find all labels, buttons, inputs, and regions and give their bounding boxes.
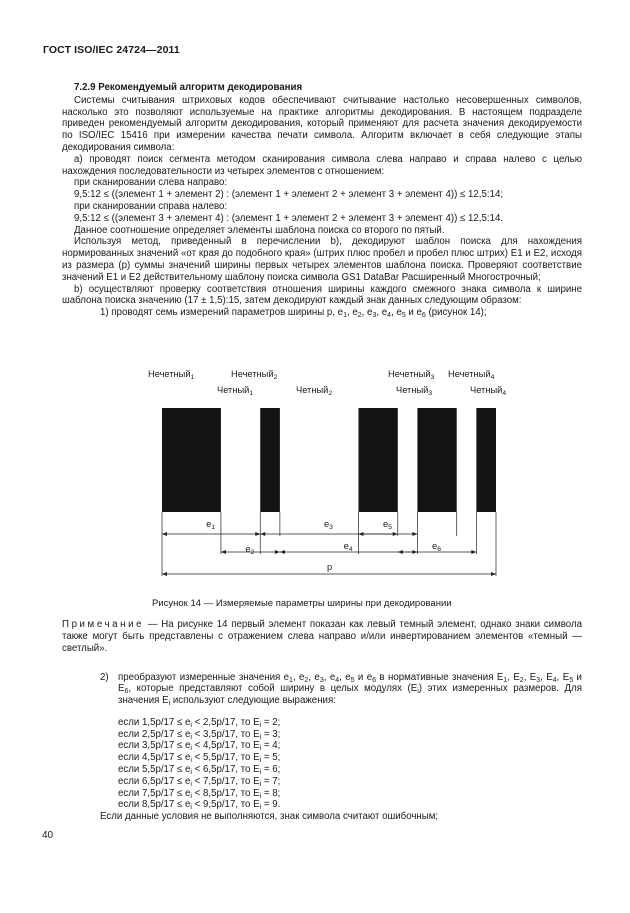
dim-e1-arrow-right [255, 532, 260, 536]
scan-right-left-label: при сканировании справа налево: [74, 200, 228, 212]
note-text: — На рисунке 14 первый элемент показан как левый темный элемент, однако знаки символа также могут быть представлены с отражением слева направо и/или инвертированием элементов «темный — светлый». [62, 619, 582, 654]
label-e4: $e_4$ [343, 541, 353, 553]
label-p: p [327, 562, 333, 572]
label-even-4: Четный$_4$ [470, 385, 507, 397]
method-paragraph: Используя метод, приведенный в перечислении b), декодируют шаблон поиска для нахождения нормированных значений «от края до подобного края» (штрих плюс пробел и пробел плюс штрих) E1 и E2, исходя из размера (p) суммы значений ширины первых четырех элементов шаблона поиска. Проверяют соответствие значений E1 и E2 действительному шаблону поиска символа GS1 DataBar Расширенный Многострочный; [62, 236, 582, 283]
step-2-paragraph: 2) преобразуют измеренные значения $e_1$, $e_2$, $e_3$, $e_4$, $e_5$ и $e_6$ в нормативные значения $E_1$, $E_2$, $E_3$, $E_4$, $E_5$ и $E_6$, которые представляют собой ширину в целых модулях $(E_i)$ этих измеренных размеров. Для значения $E_i$ используют следующие выражения: [100, 671, 582, 708]
dim-p-arrow-left [162, 572, 167, 576]
dim-e2-arrow-right [275, 550, 280, 554]
bar-element-1 [162, 408, 221, 512]
step-a-paragraph: а) проводят поиск сегмента методом сканирования символа слева направо и справа налево с целью нахождения последовательности из четырех элементов с отношением: [62, 153, 582, 177]
dim-e3-arrow-left [260, 532, 265, 536]
running-header: ГОСТ ISO/IEC 24724—2011 [43, 44, 180, 56]
label-e6: $e_6$ [432, 541, 441, 553]
label-e2: $e_2$ [245, 544, 255, 556]
bar-element-2 [260, 408, 280, 512]
bar-element-5 [476, 408, 496, 512]
dim-e1-arrow-left [162, 532, 167, 536]
step-1-line: 1) проводят семь измерений параметров ширины p, $e_1$, $e_2$, $e_3$, $e_4$, $e_5$ и $e_6$ (рисунок 14); [100, 307, 487, 320]
label-even-1: Четный$_1$ [217, 385, 254, 397]
intro-paragraph: Системы считывания штриховых кодов обеспечивают считывание настолько несовершенных символов, насколько это позволяют используемые на практике алгоритмы декодирования. В настоящем подразделе приведен рекомендуемый алгоритм декодирования, который применяют для расчета значения декодируемости по ISO/IEC 15416 при измерении качества печати символа. Алгоритм включает в себя следующие этапы декодирования символа: [62, 94, 582, 153]
dim-e5-arrow-right [412, 532, 417, 536]
conditions-list [62, 717, 582, 811]
label-even-3: Четный$_3$ [396, 385, 433, 397]
dim-e2-arrow-left [221, 550, 226, 554]
label-e5: $e_5$ [382, 519, 392, 531]
section-body [62, 82, 582, 319]
figure-caption: Рисунок 14 — Измеряемые параметры ширины при декодировании [152, 598, 452, 609]
dim-e6-arrow-left [398, 550, 403, 554]
dim-e4-arrow-left [280, 550, 285, 554]
scan-right-left-formula: 9,5:12 ≤ ((элемент 3 + элемент 4) : (элемент 1 + элемент 2 + элемент 3 + элемент 4)) ≤ 12,5:14. [74, 212, 504, 224]
label-odd-4: Нечетный$_4$ [448, 369, 495, 381]
label-odd-1: Нечетный$_1$ [148, 369, 195, 381]
condition-line: если $8,5p/17 \le e_i < 9,5p/17$, то $E_i = 9$. [118, 799, 281, 812]
label-even-2: Четный$_2$ [296, 385, 333, 397]
condition-line: если $1,5p/17 \le e_i < 2,5p/17$, то $E_i = 2$; [118, 716, 281, 729]
condition-line: если $6,5p/17 \le e_i < 7,5p/17$, то $E_i = 7$; [118, 775, 281, 788]
figure-14 [140, 364, 520, 594]
closing-line: Если данные условия не выполняются, знак символа считают ошибочным; [100, 811, 439, 823]
label-e3: $e_3$ [324, 519, 333, 531]
dim-e5-arrow-left [358, 532, 363, 536]
page-number: 40 [42, 830, 54, 841]
figure-note [62, 619, 582, 654]
condition-line: если $5,5p/17 \le e_i < 6,5p/17$, то $E_i = 6$; [118, 763, 281, 776]
step-b-paragraph: b) осуществляют проверку соответствия отношения ширины каждого смежного знака символа к ширине шаблона поиска значению (17 ± 1,5):15, затем декодируют каждый знак данных следующим образом: [62, 283, 582, 307]
condition-line: если $4,5p/17 \le e_i < 5,5p/17$, то $E_i = 5$; [118, 752, 281, 765]
ratio-note: Данное соотношение определяет элементы шаблона поиска со второго по пятый. [74, 224, 445, 236]
bar-element-4 [417, 408, 456, 512]
dim-p-arrow-right [491, 572, 496, 576]
figure-14-diagram [140, 364, 520, 594]
scan-left-right-formula: 9,5:12 ≤ ((элемент 1 + элемент 2) : (элемент 1 + элемент 2 + элемент 3 + элемент 4)) ≤ 12,5:14; [74, 189, 504, 201]
section-title: 7.2.9 Рекомендуемый алгоритм декодирования [74, 82, 303, 93]
note-lead: Примечание [62, 619, 145, 630]
label-e1: $e_1$ [206, 519, 216, 531]
condition-line: если $7,5p/17 \le e_i < 8,5p/17$, то $E_i = 8$; [118, 787, 281, 800]
bar-element-3 [358, 408, 397, 512]
label-odd-2: Нечетный$_2$ [231, 369, 278, 381]
dim-e6-arrow-right [471, 550, 476, 554]
scan-left-right-label: при сканировании слева направо: [74, 177, 228, 189]
step-2-block [62, 662, 582, 823]
label-odd-3: Нечетный$_3$ [388, 369, 435, 381]
condition-line: если $3,5p/17 \le e_i < 4,5p/17$, то $E_i = 4$; [118, 740, 281, 753]
condition-line: если $2,5p/17 \le e_i < 3,5p/17$, то $E_i = 3$; [118, 728, 281, 741]
